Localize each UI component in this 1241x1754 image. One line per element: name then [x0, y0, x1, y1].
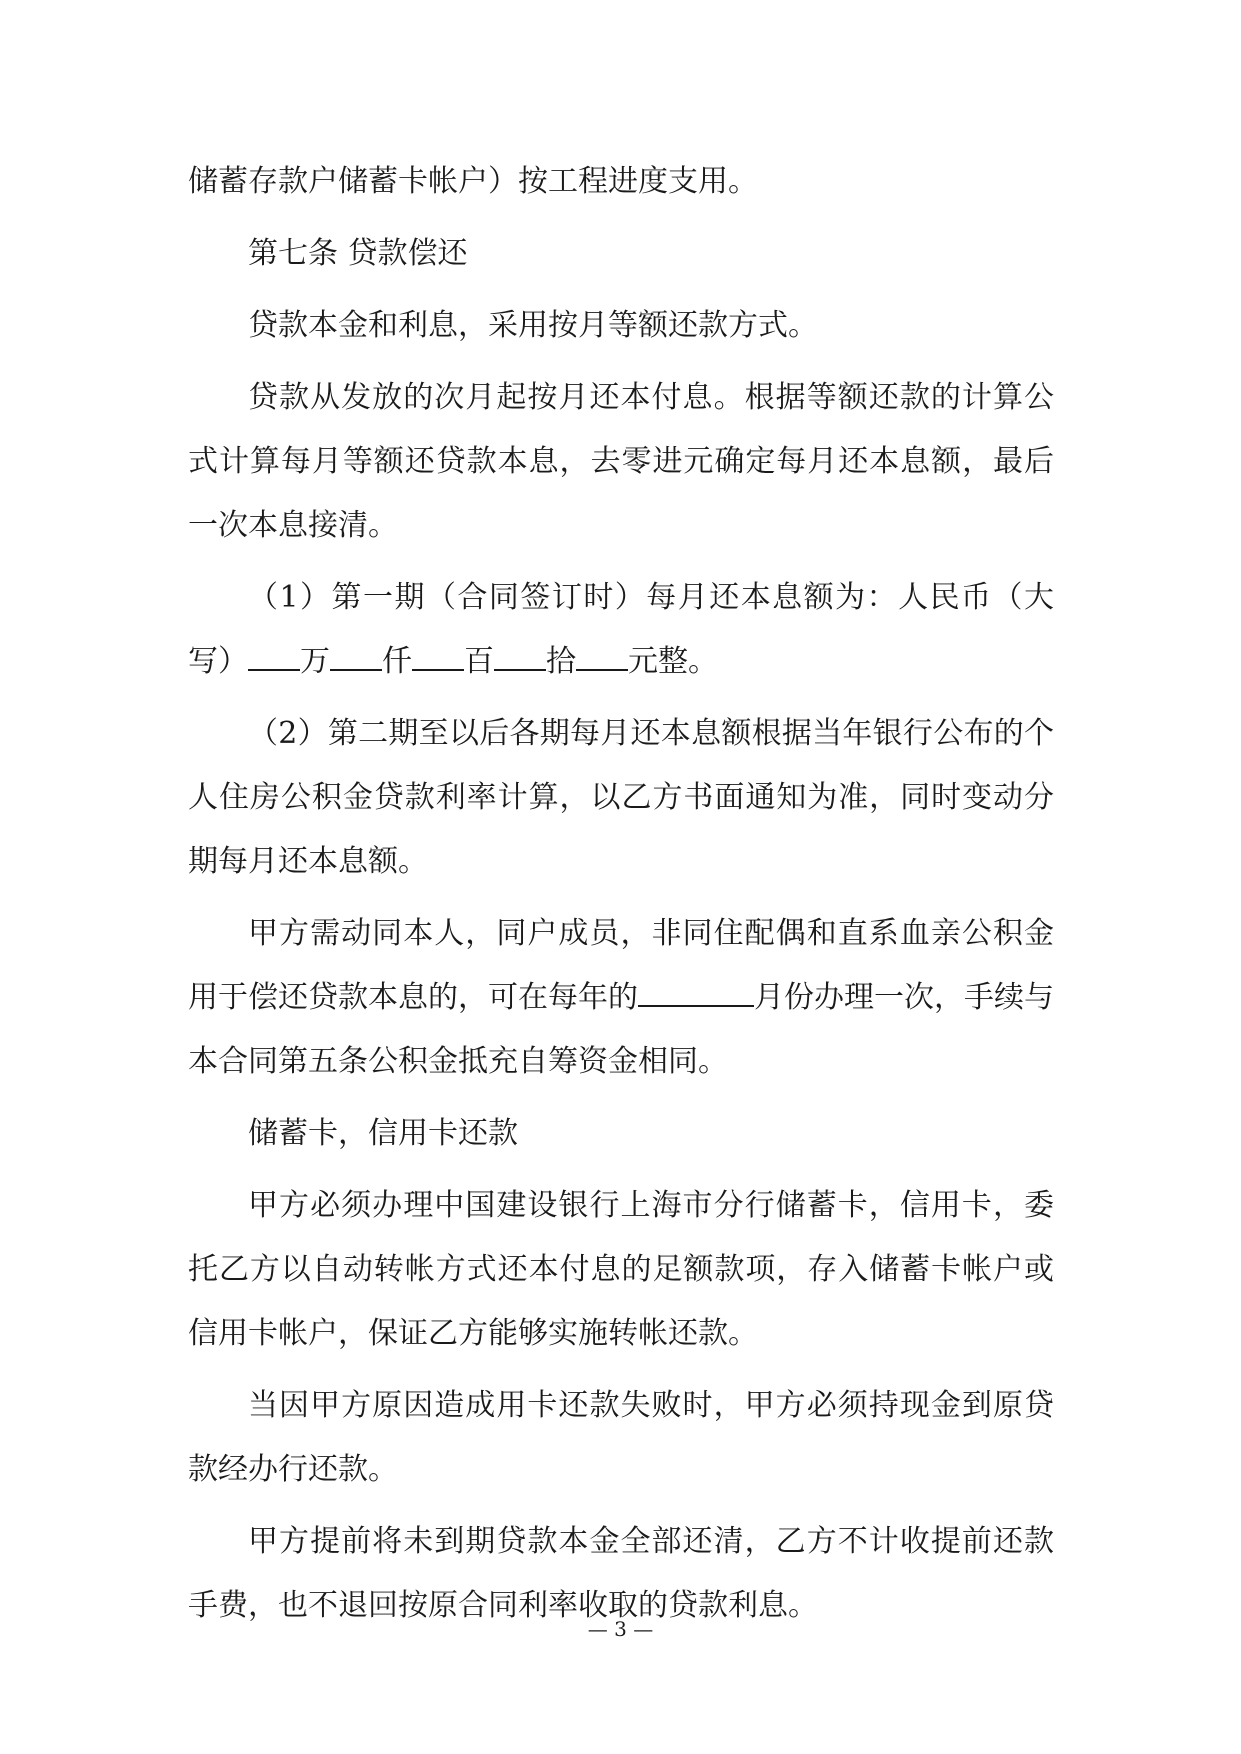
blank-field — [494, 639, 546, 671]
blank-field — [330, 639, 382, 671]
text-segment: （1）第一期（合同签订时）每月还本息额为：人民币（大写） — [188, 580, 1054, 679]
paragraph-6: （2）第二期至以后各期每月还本息额根据当年银行公布的个人住房公积金贷款利率计算，以乙方书面通知为准，同时变动分期每月还本息额。 — [188, 716, 1054, 879]
section-heading-card-repayment: 储蓄卡，信用卡还款 — [248, 1116, 518, 1151]
page-number: — 3 — — [587, 1617, 654, 1641]
blank-field — [576, 639, 628, 671]
document-body — [188, 150, 1054, 1638]
text-segment: 元整。 — [628, 644, 718, 679]
blank-field — [638, 975, 754, 1007]
paragraph-10: 当因甲方原因造成用卡还款失败时，甲方必须持现金到原贷款经办行还款。 — [188, 1388, 1054, 1487]
paragraph-1: 储蓄存款户储蓄卡帐户）按工程进度支用。 — [188, 164, 758, 199]
text-segment: 月份办理一次，手续与本合同第五条公积金抵充自筹资金相同。 — [188, 980, 1054, 1079]
paragraph-5-first-payment — [188, 566, 1054, 694]
paragraph-7 — [188, 902, 1054, 1094]
blank-field — [412, 639, 464, 671]
text-segment: 百 — [464, 644, 494, 679]
text-segment: 仟 — [382, 644, 412, 679]
paragraph-9: 甲方必须办理中国建设银行上海市分行储蓄卡，信用卡，委托乙方以自动转帐方式还本付息的足额款项，存入储蓄卡帐户或信用卡帐户，保证乙方能够实施转帐还款。 — [188, 1188, 1054, 1351]
text-segment: 甲方需动同本人，同户成员，非同住配偶和直系血亲公积金用于偿还贷款本息的，可在每年的 — [188, 916, 1054, 1015]
paragraph-3: 贷款本金和利息，采用按月等额还款方式。 — [248, 308, 818, 343]
section-heading-article-7: 第七条 贷款偿还 — [248, 236, 468, 271]
text-segment: 拾 — [546, 644, 576, 679]
text-segment: 万 — [300, 644, 330, 679]
blank-field — [248, 639, 300, 671]
paragraph-11: 甲方提前将未到期贷款本金全部还清，乙方不计收提前还款手费，也不退回按原合同利率收取的贷款利息。 — [188, 1524, 1054, 1623]
paragraph-4: 贷款从发放的次月起按月还本付息。根据等额还款的计算公式计算每月等额还贷款本息，去零进元确定每月还本息额，最后一次本息接清。 — [188, 380, 1054, 543]
